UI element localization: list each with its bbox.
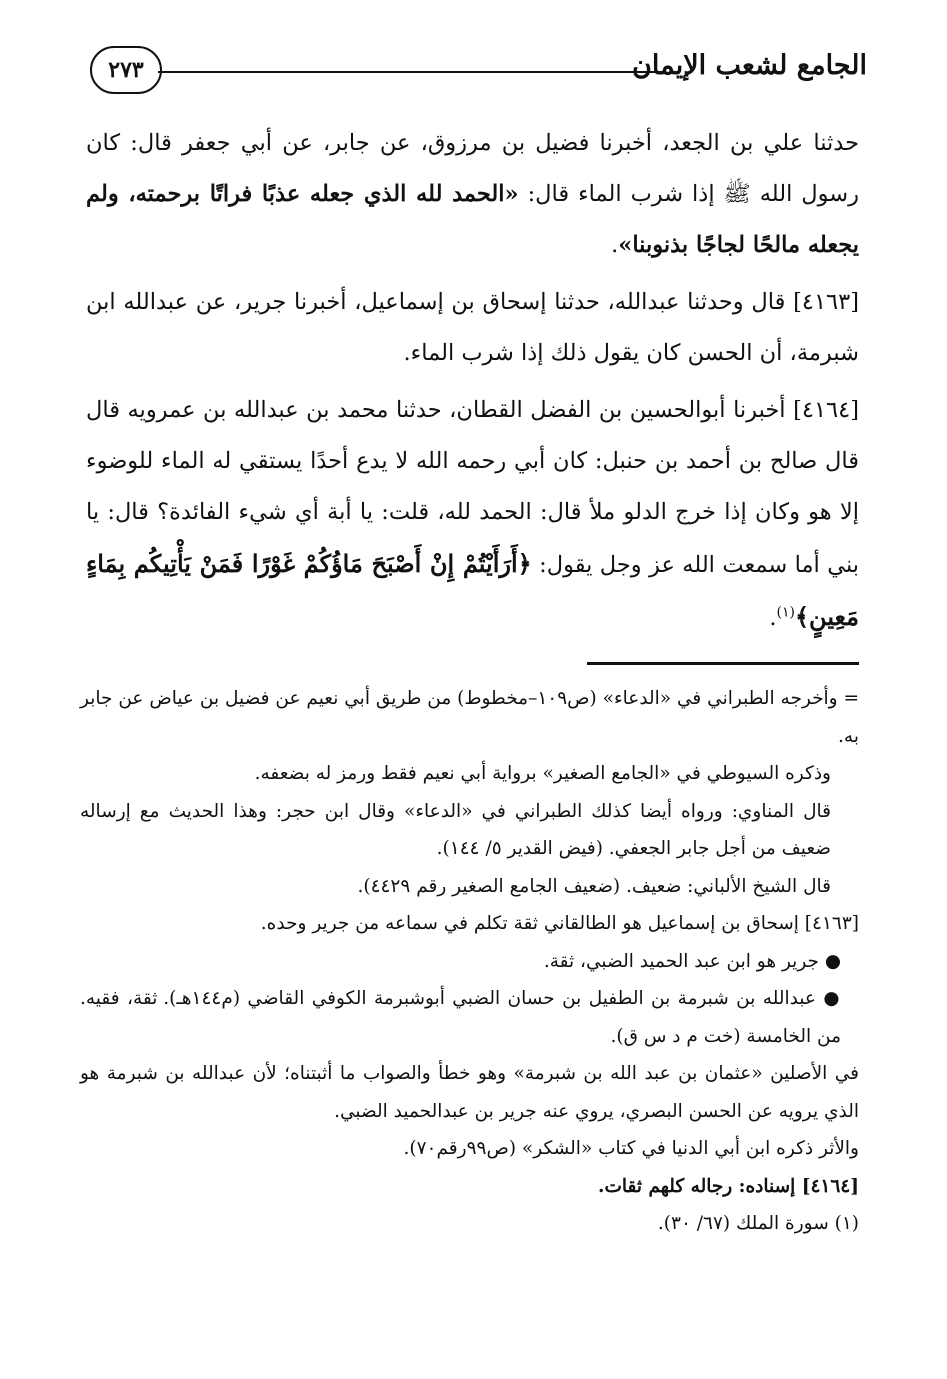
paragraph-text: حدثنا علي بن الجعد، أخبرنا فضيل بن مرزوق، عن جابر، عن أبي جعفر قال: كان رسول الله ﷺ إذا شرب الماء قال: bbox=[86, 130, 859, 207]
footnote-line: [٤١٦٤] إسناده: رجاله كلهم ثقات. bbox=[598, 1175, 859, 1197]
footnote-separator bbox=[587, 662, 859, 665]
footnote-line: قال الشيخ الألباني: ضعيف. (ضعيف الجامع الصغير رقم ٤٤٢٩). bbox=[357, 875, 831, 897]
running-title: الجامع لشعب الإيمان bbox=[632, 50, 867, 81]
footnote-line: في الأصلين «عثمان بن عبد الله بن شبرمة» وهو خطأ والصواب ما أثبتناه؛ لأن عبدالله بن شبرمة هو الذي يرويه عن الحسن البصري، يروي عنه جرير بن عبدالحميد الضبي. bbox=[80, 1063, 859, 1122]
supplication-text: «الحمد لله الذي جعله عذبًا فراتًا برحمته، ولم يجعله مالحًا لجاجًا بذنوبنا» bbox=[86, 181, 859, 258]
footnote-bullet: ● عبدالله بن شبرمة بن الطفيل بن حسان الضبي أبوشبرمة الكوفي القاضي (م١٤٤هـ). ثقة، فقيه. من الخامسة (خت م د س ق). bbox=[80, 988, 842, 1047]
page-header bbox=[80, 38, 867, 100]
paragraph-4163 bbox=[86, 277, 859, 379]
paragraph-hadith bbox=[86, 118, 859, 271]
footnote-line: وذكره السيوطي في «الجامع الصغير» برواية أبي نعيم فقط ورمز له بضعفه. bbox=[254, 763, 831, 784]
hadith-number: [٤١٦٤] bbox=[793, 397, 860, 423]
footnotes bbox=[80, 680, 859, 1243]
header-rule bbox=[158, 71, 662, 73]
footnote-line: = وأخرجه الطبراني في «الدعاء» (ص١٠٩–مخطوط) من طريق أبي نعيم عن فضيل بن عياض عن جابر به. bbox=[80, 688, 859, 747]
quran-verse: ﴿أَرَأَيْتُمْ إِنْ أَصْبَحَ مَاؤُكُمْ غَوْرًا فَمَنْ يَأْتِيكُم بِمَاءٍ مَعِينٍ﴾ bbox=[86, 549, 859, 631]
footnote-line: (١) سورة الملك (٦٧/ ٣٠). bbox=[657, 1213, 859, 1234]
footnote-line: والأثر ذكره ابن أبي الدنيا في كتاب «الشكر» (ص٩٩رقم٧٠). bbox=[403, 1138, 859, 1159]
page-number: ٢٧٣ bbox=[90, 46, 162, 94]
footnote-marker: (١) bbox=[776, 604, 795, 621]
paragraph-4164 bbox=[86, 385, 859, 644]
footnote-bullet: ● جرير هو ابن عبد الحميد الضبي، ثقة. bbox=[543, 950, 841, 972]
hadith-number: [٤١٦٣] bbox=[793, 289, 859, 315]
footnote-line: قال المناوي: ورواه أيضا كذلك الطبراني في «الدعاء» وقال ابن حجر: وهذا الحديث مع إرساله ضعيف من أجل جابر الجعفي. (فيض القدير ٥/ ١٤٤). bbox=[80, 800, 831, 859]
main-text bbox=[86, 118, 859, 644]
paragraph-end: . bbox=[769, 605, 777, 631]
paragraph-end: . bbox=[611, 232, 619, 258]
paragraph-text: قال وحدثنا عبدالله، حدثنا إسحاق بن إسماعيل، أخبرنا جرير، عن عبدالله ابن شبرمة، أن الحسن كان يقول ذلك إذا شرب الماء. bbox=[86, 289, 859, 366]
footnote-line: [٤١٦٣] إسحاق بن إسماعيل هو الطالقاني ثقة تكلم في سماعه من جرير وحده. bbox=[260, 913, 859, 934]
paragraph-text: أخبرنا أبوالحسين بن الفضل القطان، حدثنا محمد بن عبدالله بن عمرويه قال قال صالح بن أحمد بن حنبل: كان أبي رحمه الله لا يدع أحدًا يستقي له الماء للوضوء إلا هو وكان إذا خرج الدلو ملأ قال: الحمد لله، قلت: يا أبة أي شيء الفائدة؟ قال: يا بني أما سمعت الله عز وجل يقول: bbox=[86, 397, 860, 578]
